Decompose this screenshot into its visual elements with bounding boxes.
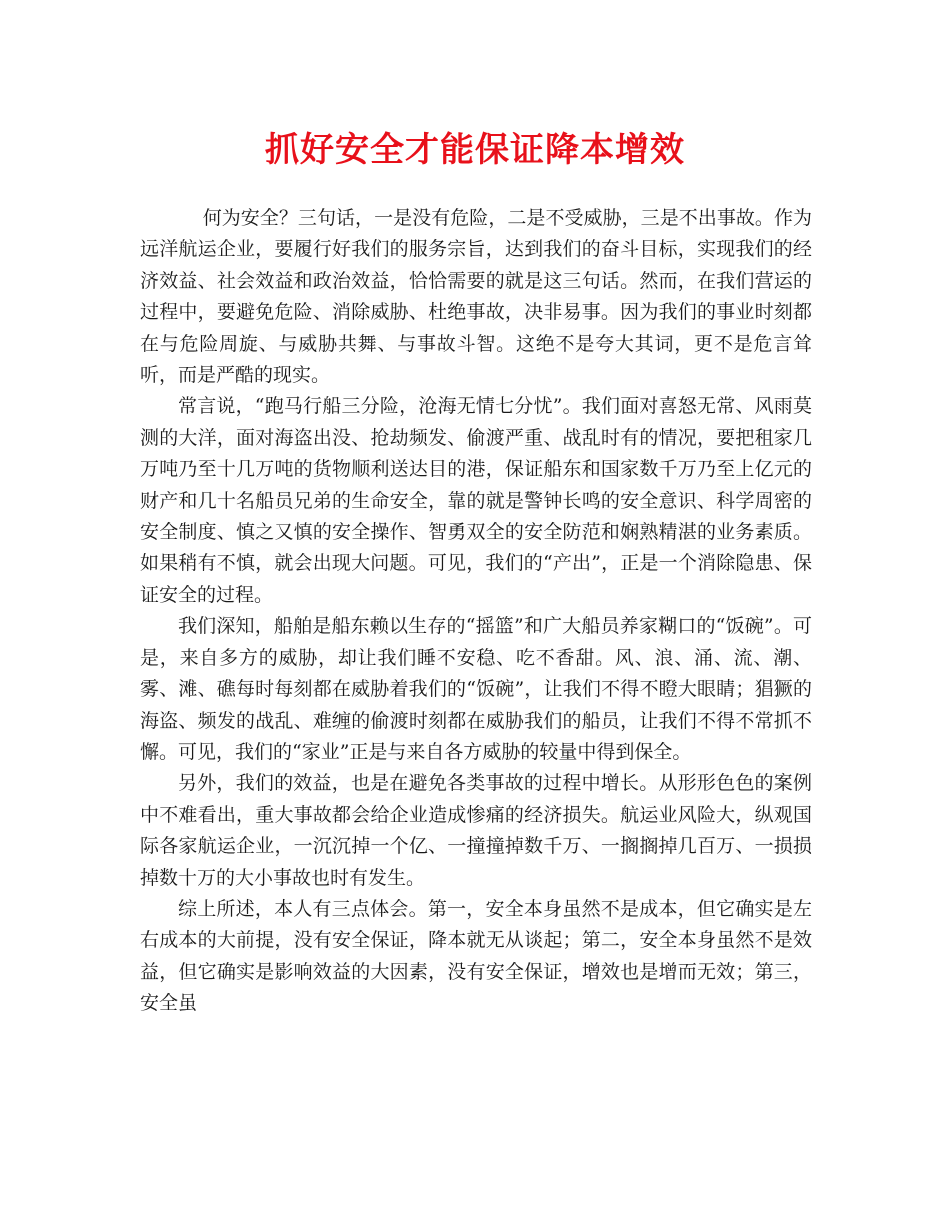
paragraph-1: 何为安全？三句话，一是没有危险，二是不受威胁，三是不出事故。作为远洋航运企业，要履行好我们的服务宗旨，达到我们的奋斗目标，实现我们的经济效益、社会效益和政治效益，恰恰需要的就是这三句话。然而，在我们营运的过程中，要避免危险、消除威胁、杜绝事故，决非易事。因为我们的事业时刻都在与危险周旋、与威胁共舞、与事故斗智。这绝不是夸大其词，更不是危言耸听，而是严酷的现实。 — [140, 207, 812, 387]
paragraph-5: 综上所述，本人有三点体会。第一，安全本身虽然不是成本，但它确实是左右成本的大前提，没有安全保证，降本就无从谈起；第二，安全本身虽然不是效益，但它确实是影响效益的大因素，没有安全保证，增效也是增而无效；第三，安全虽 — [140, 897, 812, 1015]
paragraph-2: 常言说，“跑马行船三分险，沧海无情七分忧”。我们面对喜怒无常、风雨莫测的大洋，面对海盗出没、抢劫频发、偷渡严重、战乱时有的情况，要把租家几万吨乃至十几万吨的货物顺利送达目的港，保证船东和国家数千万乃至上亿元的财产和几十名船员兄弟的生命安全，靠的就是警钟长鸣的安全意识、科学周密的安全制度、慎之又慎的安全操作、智勇双全的安全防范和娴熟精湛的业务素质。如果稍有不慎，就会出现大问题。可见，我们的“产出”，正是一个消除隐患、保证安全的过程。 — [140, 395, 812, 606]
paragraph-4: 另外，我们的效益，也是在避免各类事故的过程中增长。从形形色色的案例中不难看出，重大事故都会给企业造成惨痛的经济损失。航运业风险大，纵观国际各家航运企业，一沉沉掉一个亿、一撞撞掉数千万、一搁搁掉几百万、一损损掉数十万的大小事故也时有发生。 — [140, 772, 812, 889]
document-title: 抓好安全才能保证降本增效 — [265, 130, 685, 170]
paragraph-3: 我们深知，船舶是船东赖以生存的“摇篮”和广大船员养家糊口的“饭碗”。可是，来自多方的威胁，却让我们睡不安稳、吃不香甜。风、浪、涌、流、潮、雾、滩、礁每时每刻都在威胁着我们的“饭碗”，让我们不得不瞪大眼睛；猖獗的海盗、频发的战乱、难缠的偷渡时刻都在威胁我们的船员，让我们不得不常抓不懈。可见，我们的“家业”正是与来自各方威胁的较量中得到保全。 — [140, 615, 812, 763]
document-body — [140, 203, 812, 1020]
